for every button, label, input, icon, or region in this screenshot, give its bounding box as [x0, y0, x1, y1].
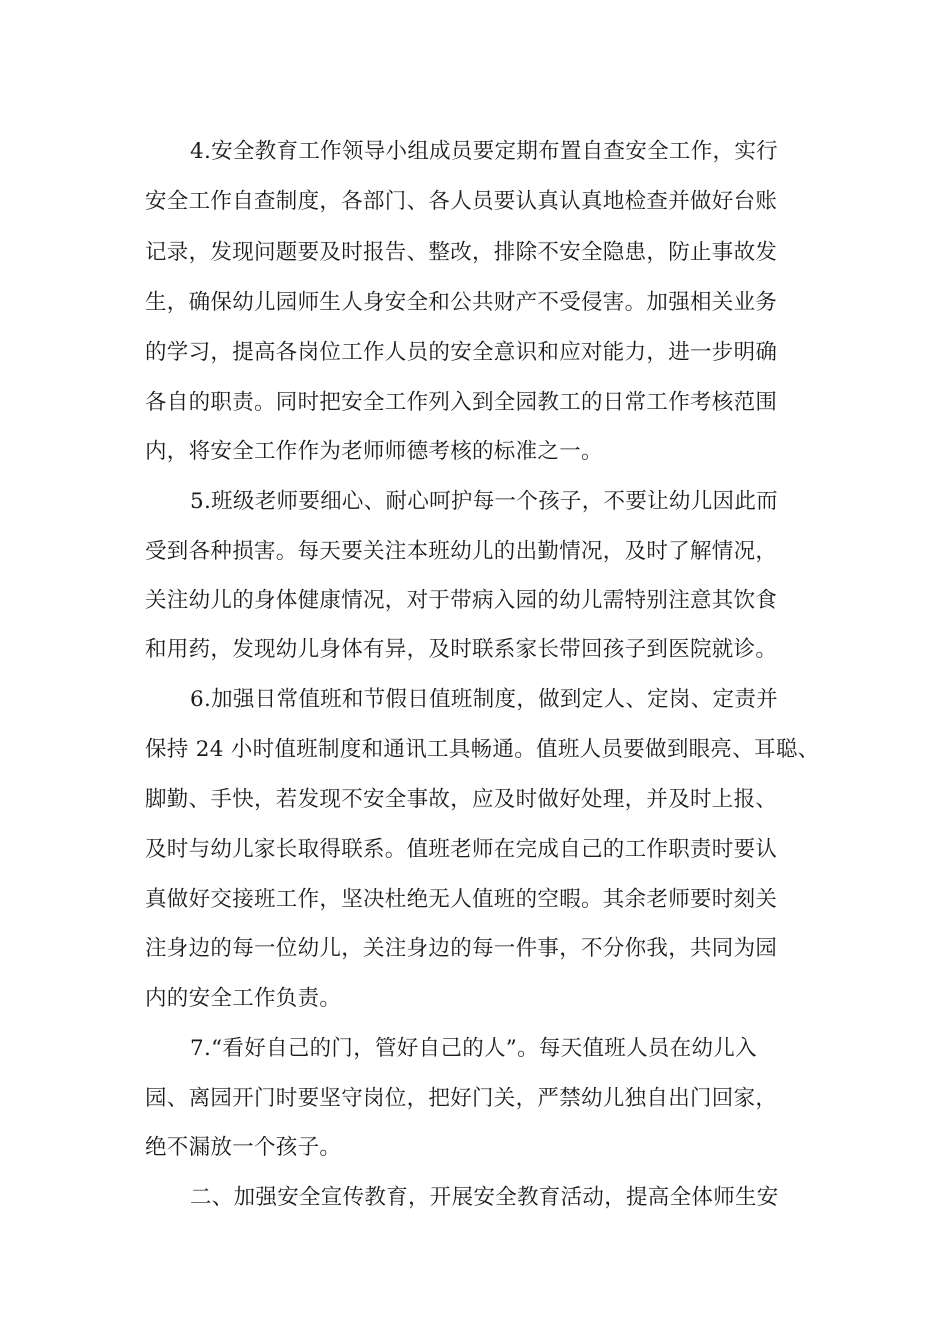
- paragraph-5-line-4: 和用药，发现幼儿身体有异，及时联系家长带回孩子到医院就诊。: [145, 637, 778, 662]
- paragraph-6-line-5: 真做好交接班工作，坚决杜绝无人值班的空暇。其余老师要时刻关: [145, 887, 778, 912]
- paragraph-7-line-3: 绝不漏放一个孩子。: [145, 1135, 342, 1160]
- paragraph-4-line-4: 生，确保幼儿园师生人身安全和公共财产不受侵害。加强相关业务: [145, 290, 778, 315]
- paragraph-5-line-1: 5.班级老师要细心、耐心呵护每一个孩子，不要让幼儿因此而: [190, 489, 778, 514]
- paragraph-4-line-3: 记录，发现问题要及时报告、整改，排除不安全隐患，防止事故发: [145, 240, 778, 265]
- paragraph-6-line-1: 6.加强日常值班和节假日值班制度，做到定人、定岗、定责并: [190, 687, 778, 712]
- paragraph-4-line-2: 安全工作自查制度，各部门、各人员要认真认真地检查并做好台账: [145, 189, 778, 214]
- section-heading-2: 二、加强安全宣传教育，开展安全教育活动，提高全体师生安: [190, 1185, 779, 1210]
- paragraph-4-line-5: 的学习，提高各岗位工作人员的安全意识和应对能力，进一步明确: [145, 340, 778, 365]
- paragraph-7-line-2: 园、离园开门时要坚守岗位，把好门关，严禁幼儿独自出门回家，: [145, 1086, 778, 1111]
- paragraph-5-line-2: 受到各种损害。每天要关注本班幼儿的出勤情况，及时了解情况，: [145, 539, 778, 564]
- paragraph-4-line-6: 各自的职责。同时把安全工作列入到全园教工的日常工作考核范围: [145, 390, 778, 415]
- paragraph-6-line-2: 保持 24 小时值班制度和通讯工具畅通。值班人员要做到眼亮、耳聪、: [145, 737, 820, 762]
- paragraph-5-line-3: 关注幼儿的身体健康情况，对于带病入园的幼儿需特别注意其饮食: [145, 588, 778, 613]
- paragraph-6-line-6: 注身边的每一位幼儿，关注身边的每一件事，不分你我，共同为园: [145, 936, 778, 961]
- paragraph-7-line-1: 7.“看好自己的门，管好自己的人”。每天值班人员在幼儿入: [190, 1036, 757, 1061]
- paragraph-6-line-4: 及时与幼儿家长取得联系。值班老师在完成自己的工作职责时要认: [145, 837, 778, 862]
- paragraph-4-line-1: 4.安全教育工作领导小组成员要定期布置自查安全工作，实行: [190, 139, 778, 164]
- paragraph-6-line-3: 脚勤、手快，若发现不安全事故，应及时做好处理，并及时上报、: [145, 787, 778, 812]
- paragraph-6-line-7: 内的安全工作负责。: [145, 986, 342, 1011]
- paragraph-4-line-7: 内，将安全工作作为老师师德考核的标准之一。: [145, 439, 603, 464]
